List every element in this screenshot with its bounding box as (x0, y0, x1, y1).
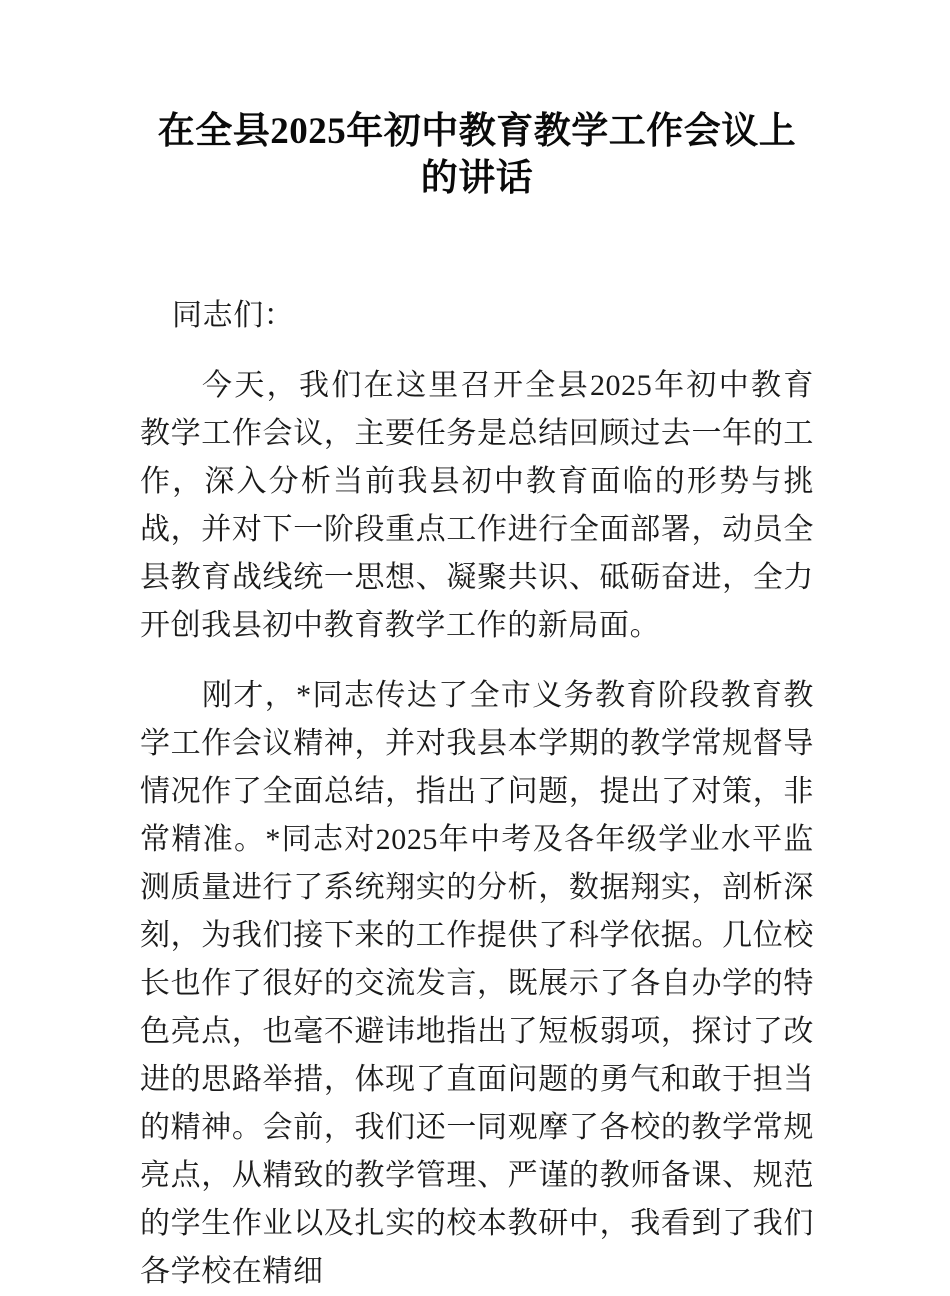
page-title: 在全县2025年初中教育教学工作会议上的讲话 (157, 111, 797, 199)
body-paragraph-1: 今天，我们在这里召开全县2025年初中教育教学工作会议，主要任务是总结回顾过去一年的工作，深入分析当前我县初中教育面临的形势与挑战，并对下一阶段重点工作进行全面部署，动员全县教育战线统一思想、凝聚共识、砥砺奋进，全力开创我县初中教育教学工作的新局面。 (140, 369, 814, 642)
body-paragraph-2: 刚才，*同志传达了全市义务教育阶段教育教学工作会议精神，并对我县本学期的教学常规督导情况作了全面总结，指出了问题，提出了对策，非常精准。*同志对2025年中考及各年级学业水平监测质量进行了系统翔实的分析，数据翔实，剖析深刻，为我们接下来的工作提供了科学依据。几位校长也作了很好的交流发言，既展示了各自办学的特色亮点，也毫不避讳地指出了短板弱项，探讨了改进的思路举措，体现了直面问题的勇气和敢于担当的精神。会前，我们还一同观摩了各校的教学常规亮点，从精致的教学管理、严谨的教师备课、规范的学生作业以及扎实的校本教研中，我看到了我们各学校在精细 (140, 679, 814, 1288)
salutation: 同志们： (172, 299, 295, 332)
document-body (140, 0, 814, 1296)
